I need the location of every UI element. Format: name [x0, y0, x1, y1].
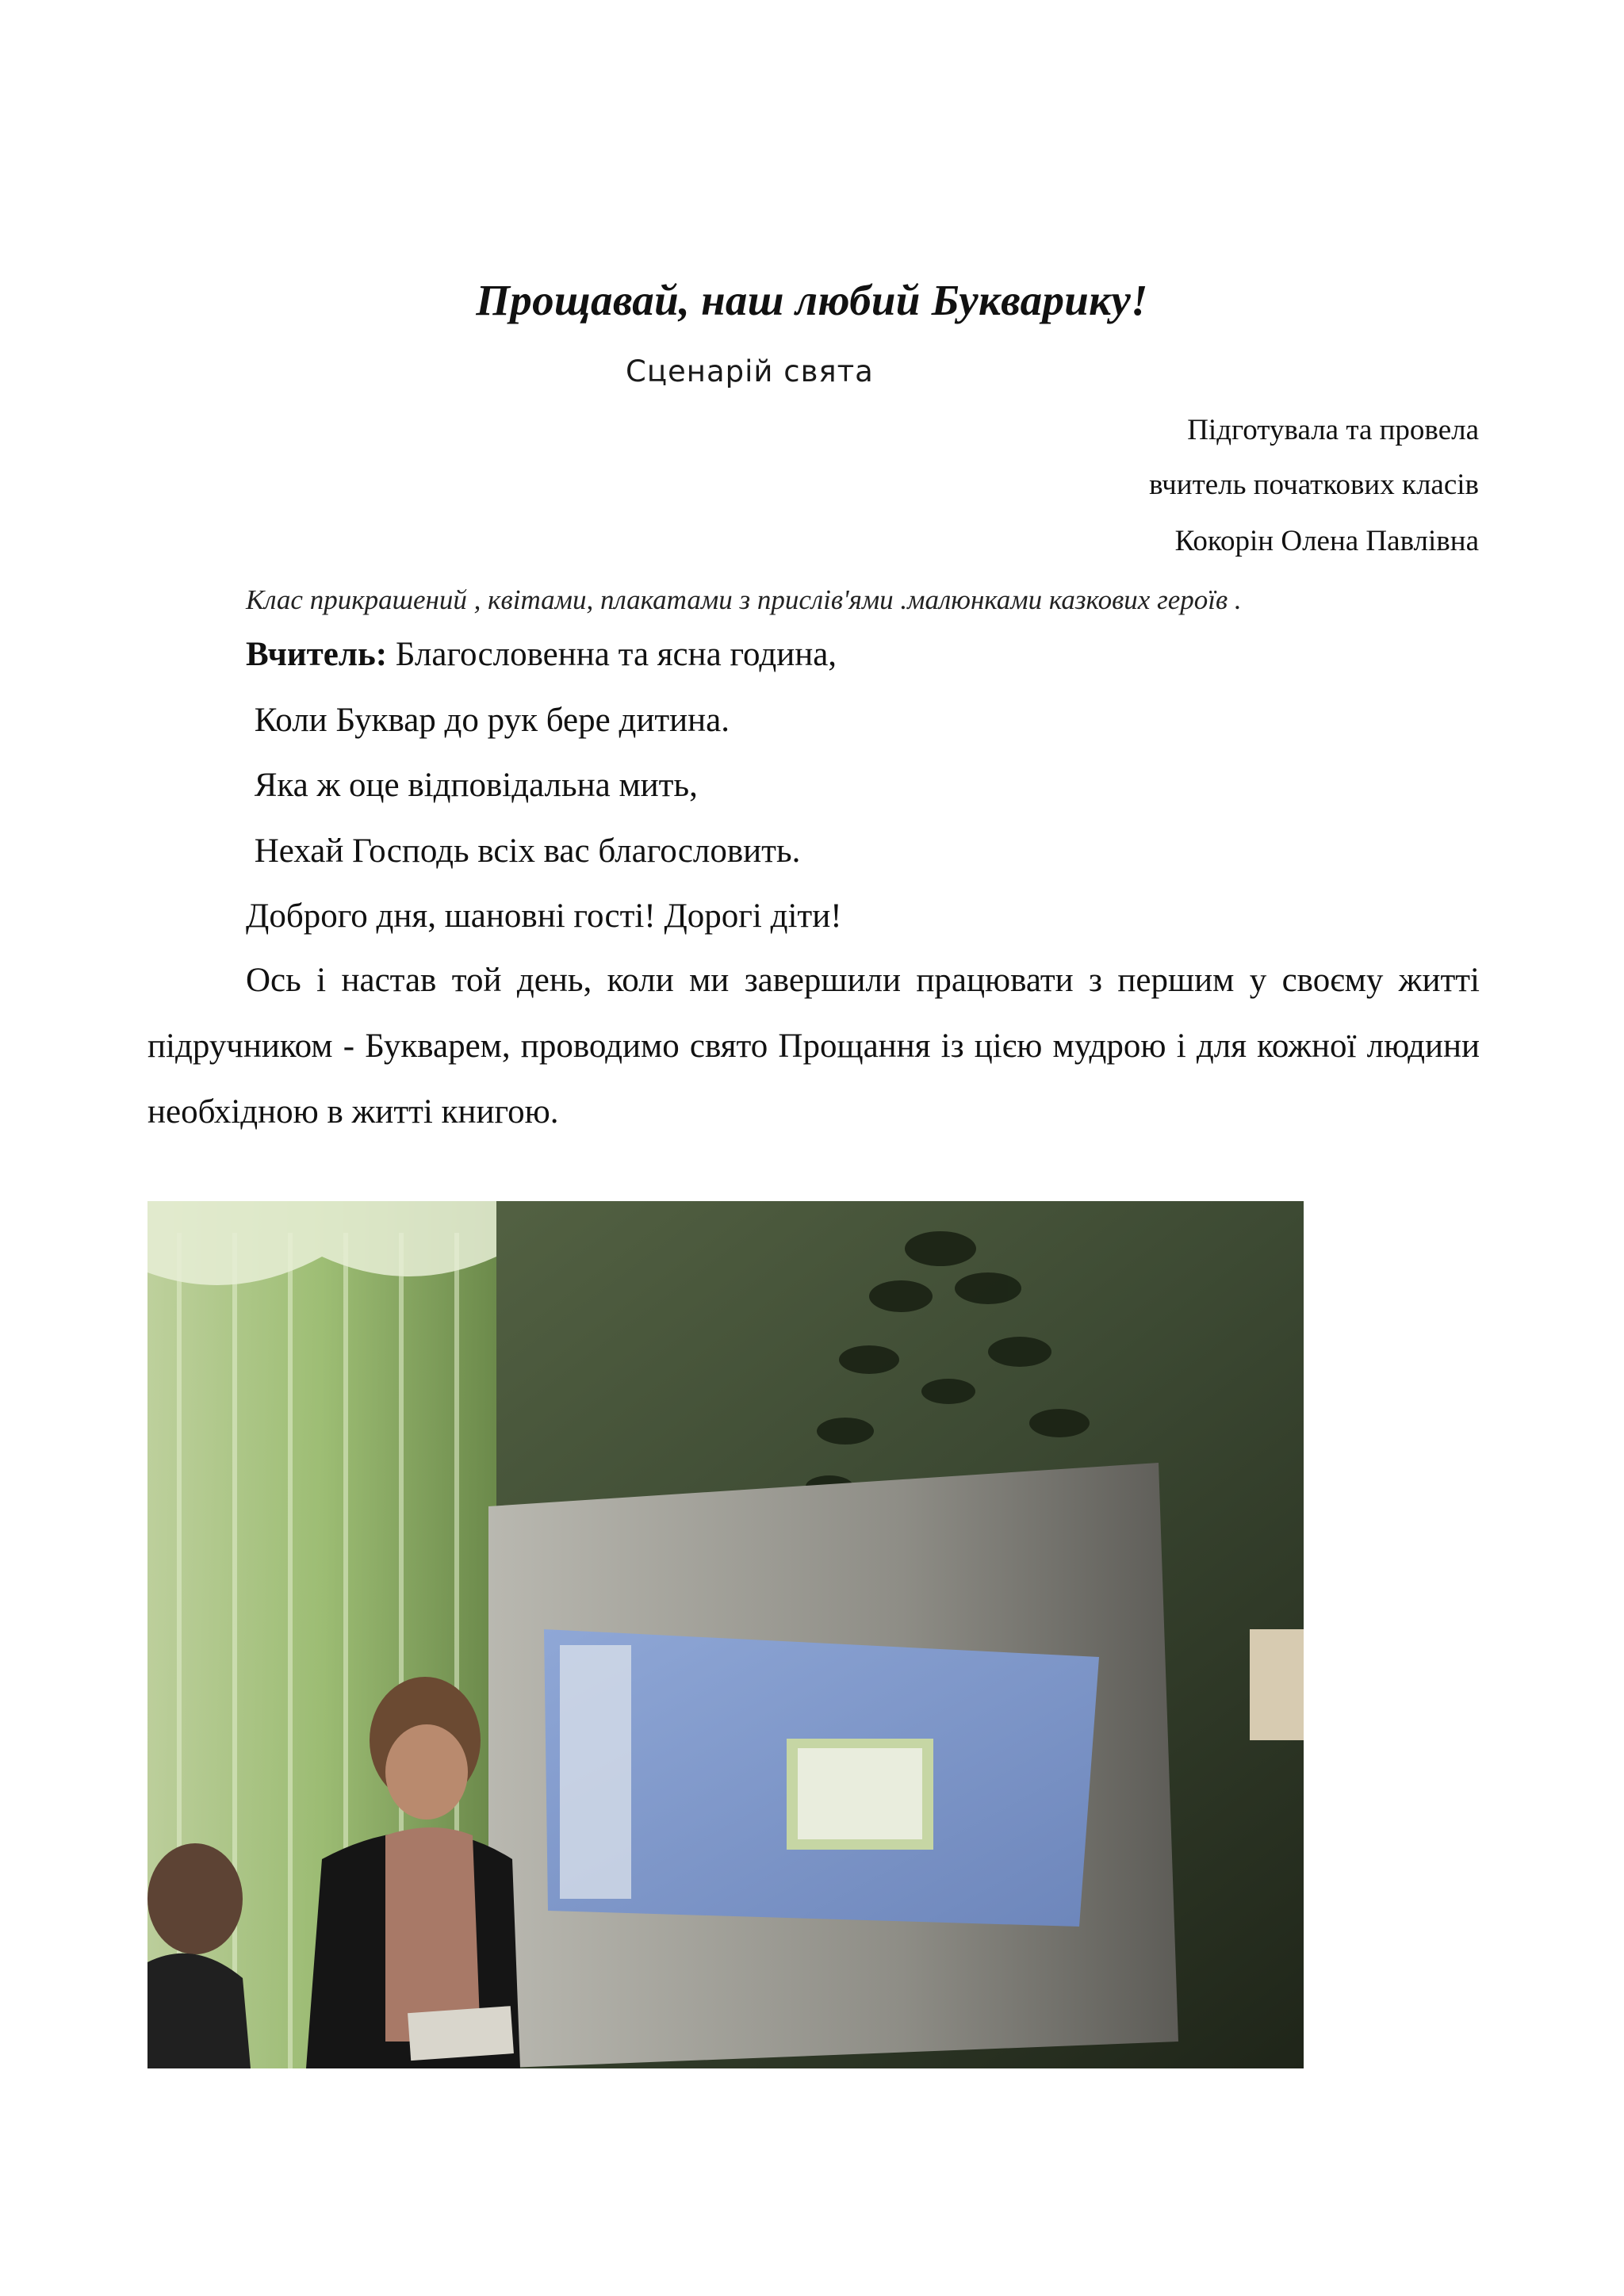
stage-note: Клас прикрашений , квітами, плакатами з прислів'ями .малюнками казкових героїв .	[246, 584, 1242, 615]
verse-text-1: Благословенна та ясна година,	[395, 636, 837, 673]
classroom-photo	[147, 1201, 1304, 2068]
greeting-line: Доброго дня, шановні гості! Дорогі діти!	[246, 897, 842, 935]
speaker-label: Вчитель:	[246, 636, 388, 673]
document-title: Прощавай, наш любий Букварику!	[476, 276, 1148, 324]
verse-line-1	[246, 635, 837, 674]
author-line-2: вчитель початкових класів	[1149, 469, 1479, 501]
verse-line-3: Яка ж оце відповідальна мить,	[246, 767, 698, 804]
verse-line-2: Коли Буквар до рук бере дитина.	[246, 702, 730, 739]
document-subtitle: Сценарій свята	[626, 354, 874, 388]
verse-line-4: Нехай Господь всіх вас благословить.	[246, 832, 801, 870]
author-line-3: Кокорін Олена Павлівна	[1174, 525, 1479, 557]
author-line-1: Підготувала та провела	[1187, 414, 1479, 446]
intro-paragraph: Ось і настав той день, коли ми завершили працювати з першим у своєму житті підручником - Букварем, проводимо свято Прощання із цією мудрою і для кожної людини необхідною в житті книгою.	[147, 962, 1480, 1131]
